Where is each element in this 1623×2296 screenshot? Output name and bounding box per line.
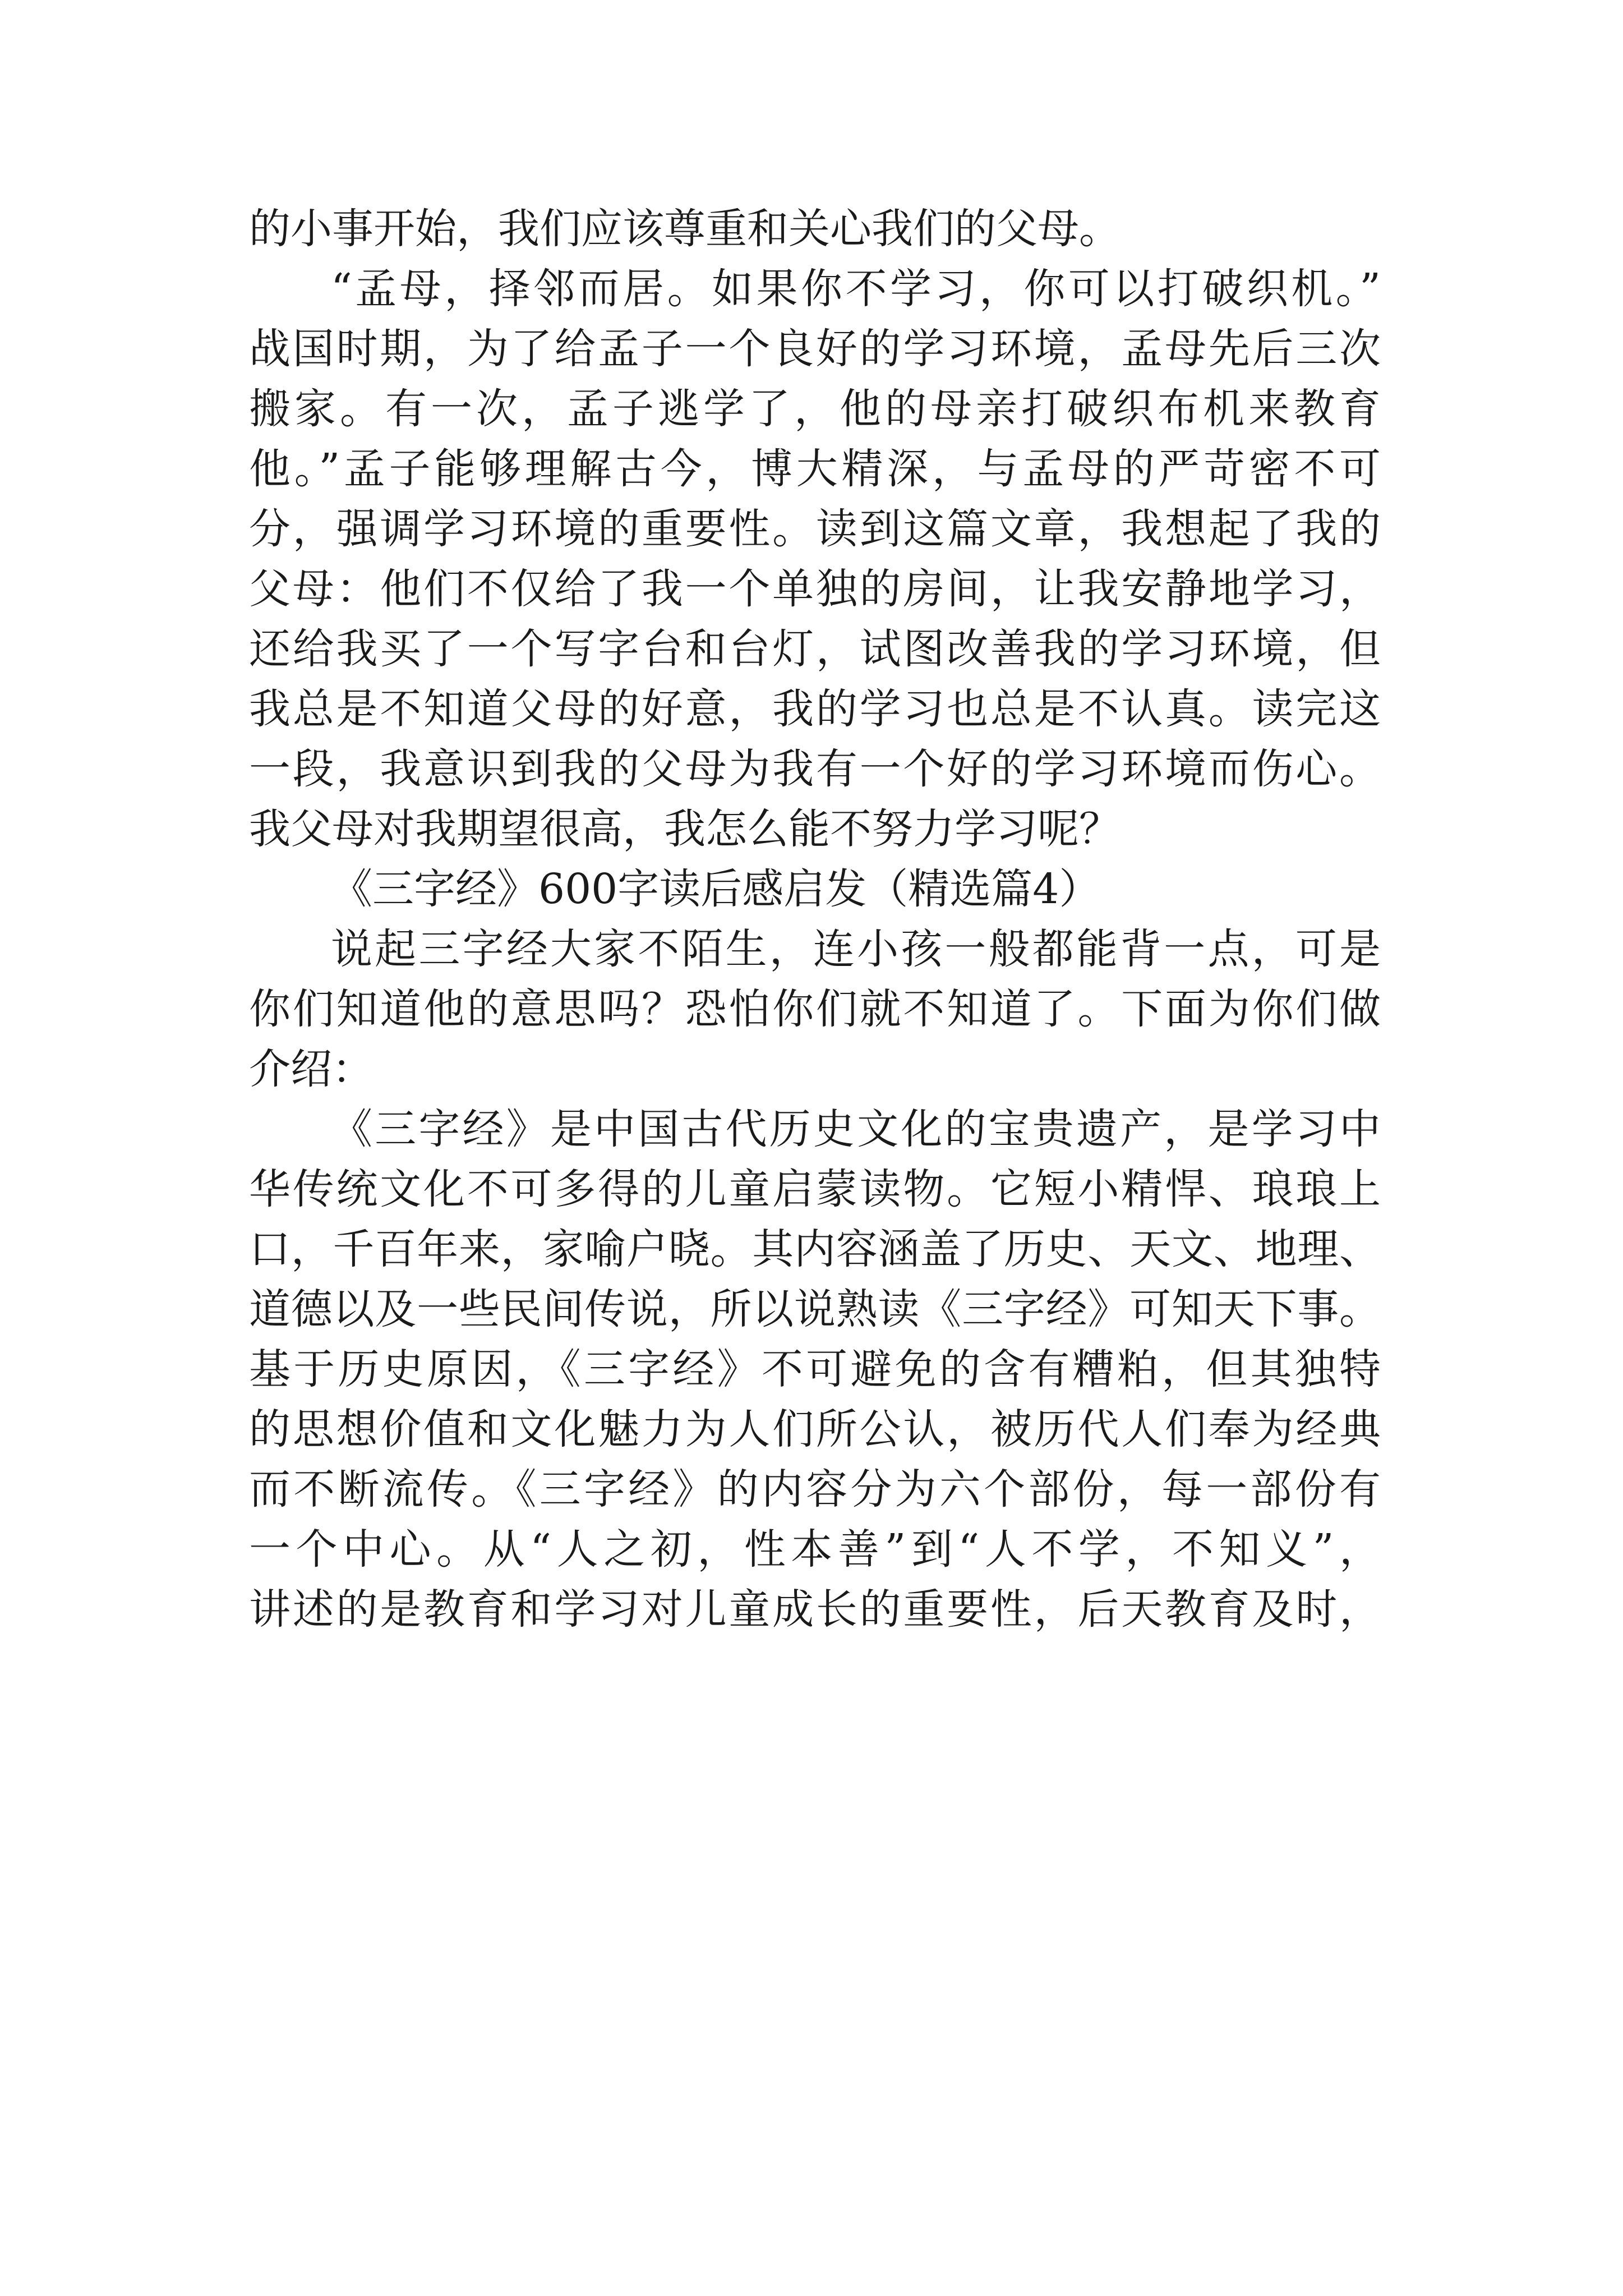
text-line: 你们知道他的意思吗？恐怕你们就不知道了。下面为你们做 <box>249 985 1381 1033</box>
text-line: 《三字经》是中国古代历史文化的宝贵遗产，是学习中 <box>331 1105 1381 1153</box>
text-line: 说起三字经大家不陌生，连小孩一般都能背一点，可是 <box>331 925 1381 973</box>
text-line: 分，强调学习环境的重要性。读到这篇文章，我想起了我的 <box>249 505 1381 553</box>
text-line: 而不断流传。《三字经》的内容分为六个部份，每一部份有 <box>249 1465 1381 1513</box>
text-line: 道德以及一些民间传说，所以说熟读《三字经》可知天下事。 <box>249 1285 1381 1333</box>
text-line: 的思想价值和文化魅力为人们所公认，被历代人们奉为经典 <box>249 1405 1381 1453</box>
text-line: 讲述的是教育和学习对儿童成长的重要性，后天教育及时， <box>249 1585 1381 1634</box>
text-line: 父母：他们不仅给了我一个单独的房间，让我安静地学习， <box>249 565 1381 613</box>
section-heading: 《三字经》600字读后感启发（精选篇4） <box>331 865 1101 913</box>
text-line: 口，千百年来，家喻户晓。其内容涵盖了历史、天文、地理、 <box>249 1225 1381 1273</box>
document-body <box>249 199 1381 1640</box>
text-line: 我总是不知道父母的好意，我的学习也总是不认真。读完这 <box>249 685 1381 733</box>
text-line: 还给我买了一个写字台和台灯，试图改善我的学习环境，但 <box>249 625 1381 673</box>
text-line: “孟母，择邻而居。如果你不学习，你可以打破织机。” <box>331 265 1381 313</box>
text-line: 华传统文化不可多得的儿童启蒙读物。它短小精悍、琅琅上 <box>249 1165 1381 1213</box>
text-line: 他。”孟子能够理解古今，博大精深，与孟母的严苛密不可 <box>249 445 1381 493</box>
text-line: 一段，我意识到我的父母为我有一个好的学习环境而伤心。 <box>249 745 1381 793</box>
text-line: 搬家。有一次，孟子逃学了，他的母亲打破织布机来教育 <box>249 385 1381 433</box>
text-line: 的小事开始，我们应该尊重和关心我们的父母。 <box>249 205 1121 253</box>
text-line: 战国时期，为了给孟子一个良好的学习环境，孟母先后三次 <box>249 325 1381 373</box>
text-line: 一个中心。从“人之初，性本善”到“人不学，不知义”， <box>249 1525 1381 1573</box>
text-line: 介绍： <box>249 1045 374 1093</box>
text-line: 我父母对我期望很高，我怎么能不努力学习呢？ <box>249 805 1121 853</box>
text-line: 基于历史原因，《三字经》不可避免的含有糟粕，但其独特 <box>249 1345 1381 1393</box>
